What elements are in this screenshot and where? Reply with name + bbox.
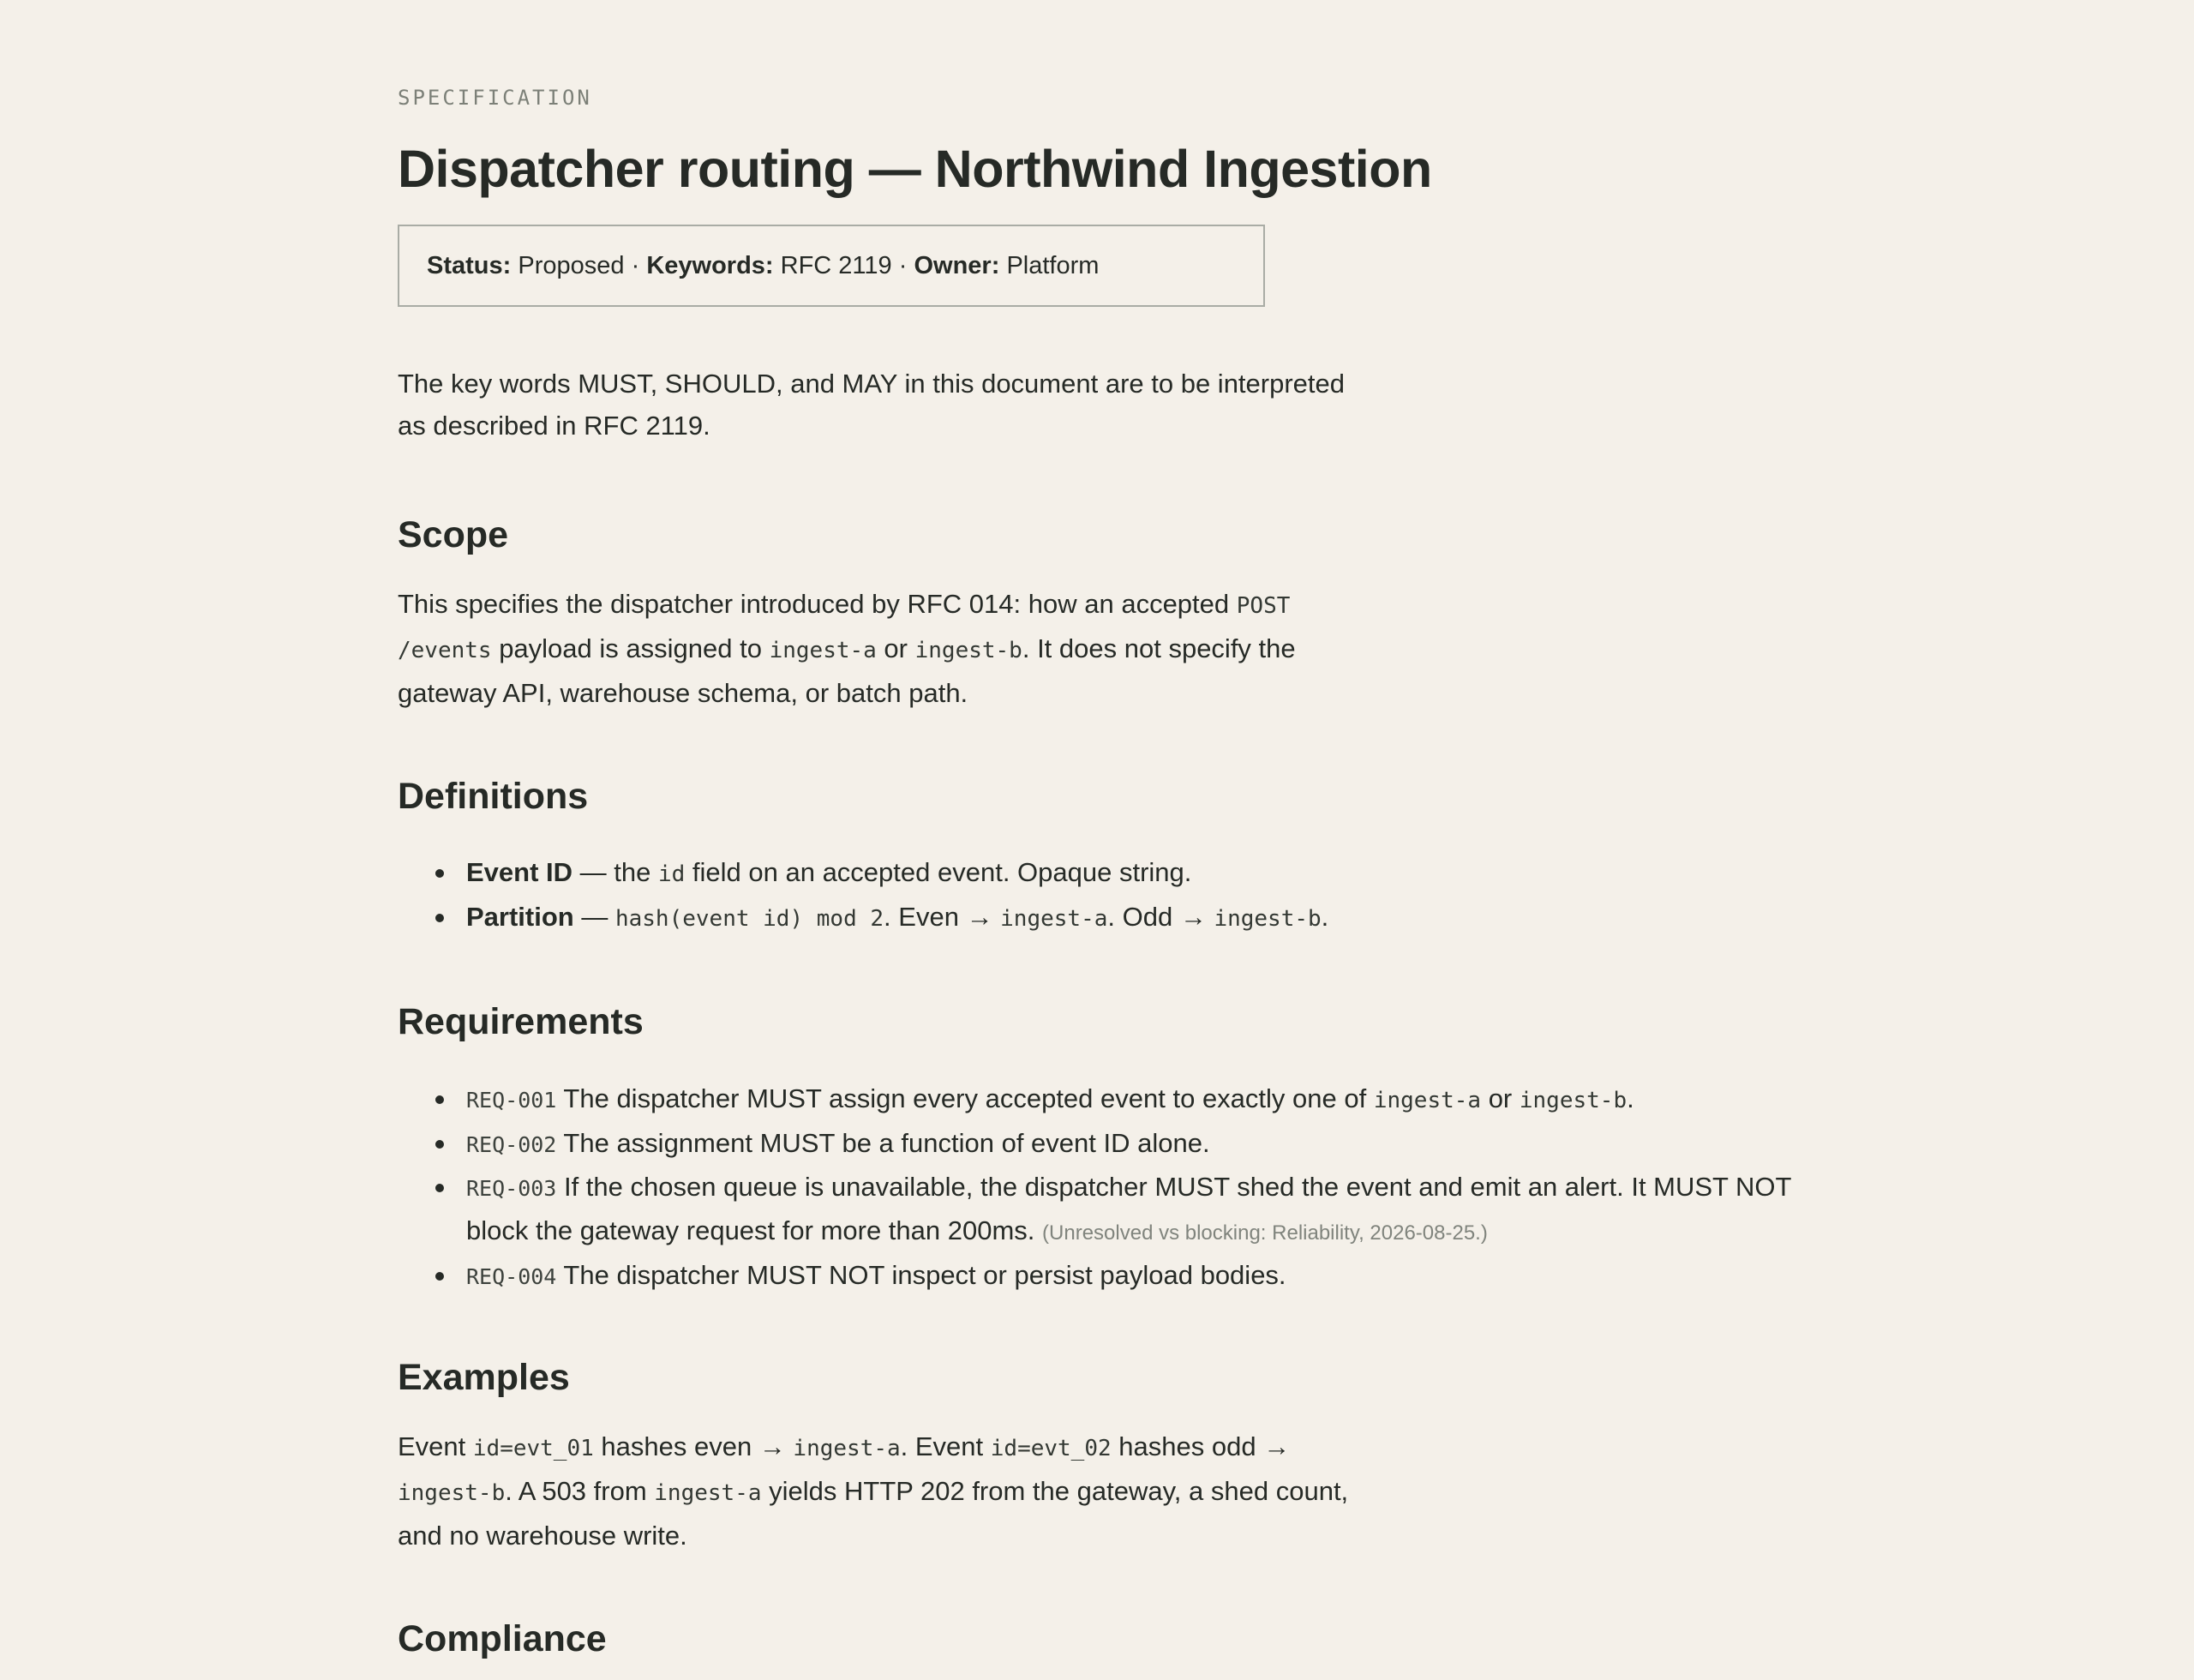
list-item: Event ID — the id field on an accepted event. Opaque string.	[466, 851, 1837, 896]
keywords-label: Keywords:	[646, 251, 774, 279]
scope-paragraph: This specifies the dispatcher introduced by RFC 014: how an accepted POST /events payload is assigned to ingest-a or ingest-b. It does not specify the gateway API, warehouse schema, or batch path.	[398, 589, 1296, 708]
requirement-item: REQ-002 The assignment MUST be a function of event ID alone.	[466, 1122, 1803, 1166]
requirements-list	[398, 1077, 1837, 1298]
keywords-value: RFC 2119	[780, 251, 892, 279]
requirement-id: REQ-004	[466, 1264, 557, 1289]
inline-code: ingest-b	[1214, 906, 1322, 932]
inline-code: ingest-a	[1373, 1088, 1482, 1113]
inline-code: id=evt_01	[472, 1436, 594, 1461]
examples-paragraph: Event id=evt_01 hashes even → ingest-a. Event id=evt_02 hashes odd → ingest-b. A 503 from ingest-a yields HTTP 202 from the gateway, a shed count, and no warehouse write.	[398, 1431, 1349, 1551]
requirement-note: (Unresolved vs blocking: Reliability, 2026-08-25.)	[1042, 1221, 1488, 1245]
inline-code: ingest-b	[398, 1480, 506, 1506]
definition-term: Event ID	[466, 857, 573, 887]
owner-label: Owner:	[914, 251, 1000, 279]
requirement-item: REQ-004 The dispatcher MUST NOT inspect or persist payload bodies.	[466, 1254, 1803, 1298]
meta-separator: ·	[631, 251, 640, 279]
meta-separator: ·	[898, 251, 908, 279]
inline-code: hash(event id) mod 2	[614, 906, 884, 932]
list-item: Partition — hash(event id) mod 2. Even → ingest-a. Odd → ingest-b.	[466, 896, 1837, 940]
inline-code: ingest-a	[769, 638, 877, 663]
requirement-item: REQ-003 If the chosen queue is unavailable, the dispatcher MUST shed the event and emit an alert. It MUST NOT block the gateway request for more than 200ms. (Unresolved vs blocking: Reliability, 2026-08-25.)	[466, 1166, 1803, 1254]
inline-code: ingest-b	[914, 638, 1022, 663]
section-heading-definitions: Definitions	[398, 776, 589, 817]
inline-code: ingest-a	[793, 1436, 901, 1461]
requirement-id: REQ-002	[466, 1132, 557, 1157]
inline-code: ingest-a	[654, 1480, 762, 1506]
intro-paragraph: The key words MUST, SHOULD, and MAY in this document are to be interpreted as described in RFC 2119.	[398, 369, 1346, 441]
requirement-id: REQ-001	[466, 1088, 557, 1113]
page-title: Dispatcher routing — Northwind Ingestion	[398, 140, 1432, 198]
requirement-item: REQ-001 The dispatcher MUST assign every accepted event to exactly one of ingest-a or ingest-b.	[466, 1077, 1803, 1122]
section-heading-requirements: Requirements	[398, 1001, 644, 1042]
owner-value: Platform	[1006, 251, 1100, 279]
section-heading-compliance: Compliance	[398, 1618, 607, 1659]
definition-term: Partition	[466, 902, 574, 932]
status-label: Status:	[427, 251, 512, 279]
definitions-list	[398, 851, 1837, 940]
inline-code: POST /events	[398, 593, 1291, 663]
section-heading-examples: Examples	[398, 1357, 570, 1398]
metadata-box	[398, 225, 1265, 307]
section-heading-scope: Scope	[398, 514, 509, 555]
status-value: Proposed	[518, 251, 625, 279]
doc-type-label: SPECIFICATION	[398, 86, 592, 110]
inline-code: ingest-a	[1000, 906, 1108, 932]
inline-code: id	[657, 861, 686, 887]
inline-code: ingest-b	[1519, 1088, 1628, 1113]
inline-code: id=evt_02	[990, 1436, 1112, 1461]
requirement-id: REQ-003	[466, 1176, 557, 1201]
